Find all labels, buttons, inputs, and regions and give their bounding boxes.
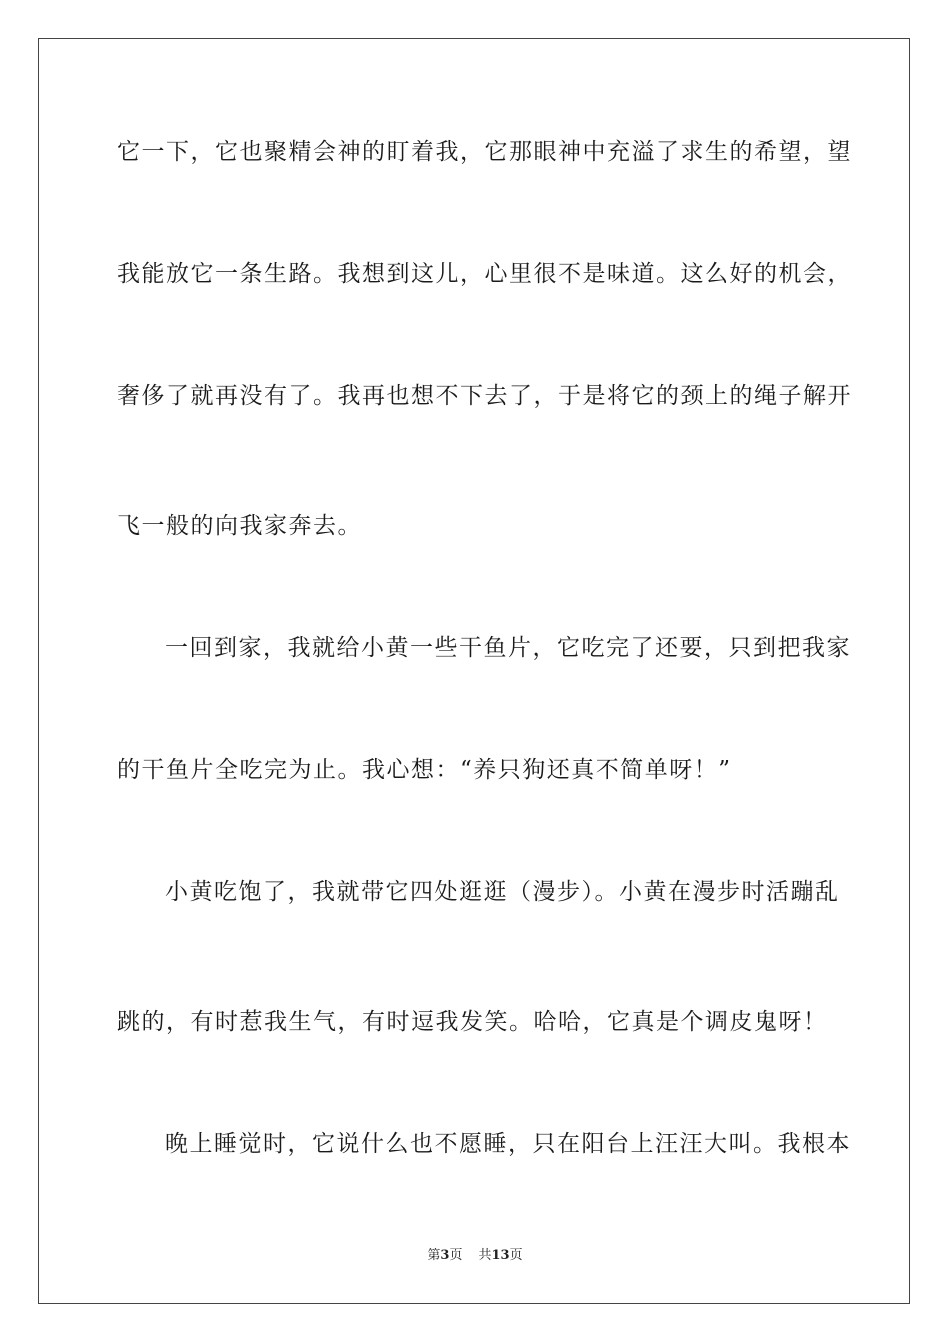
total-suffix: 页 bbox=[509, 1248, 523, 1263]
text-line-8: 跳的，有时惹我生气，有时逗我发笑。哈哈，它真是个调皮鬼呀！ bbox=[117, 1009, 828, 1035]
page-border bbox=[38, 38, 910, 1304]
text-line-1: 它一下，它也聚精会神的盯着我，它那眼神中充溢了求生的希望，望 bbox=[117, 139, 852, 165]
text-line-9: 晚上睡觉时，它说什么也不愿睡，只在阳台上汪汪大叫。我根本 bbox=[165, 1131, 851, 1157]
total-prefix: 共 bbox=[478, 1248, 492, 1263]
text-line-2: 我能放它一条生路。我想到这儿，心里很不是味道。这么好的机会， bbox=[117, 261, 852, 287]
page-footer bbox=[0, 1248, 950, 1264]
text-line-6: 的干鱼片全吃完为止。我心想：“养只狗还真不简单呀！” bbox=[117, 757, 732, 783]
page-number: 3 bbox=[440, 1248, 450, 1263]
text-line-3: 奢侈了就再没有了。我再也想不下去了，于是将它的颈上的绳子解开 bbox=[117, 383, 852, 409]
text-line-7: 小黄吃饱了，我就带它四处逛逛（漫步）。小黄在漫步时活蹦乱 bbox=[165, 879, 840, 905]
total-pages: 13 bbox=[491, 1248, 510, 1263]
text-line-5: 一回到家，我就给小黄一些干鱼片，它吃完了还要，只到把我家 bbox=[165, 635, 851, 661]
page-prefix: 第 bbox=[427, 1248, 441, 1263]
text-line-4: 飞一般的向我家奔去。 bbox=[117, 513, 362, 539]
page-suffix: 页 bbox=[449, 1248, 463, 1263]
